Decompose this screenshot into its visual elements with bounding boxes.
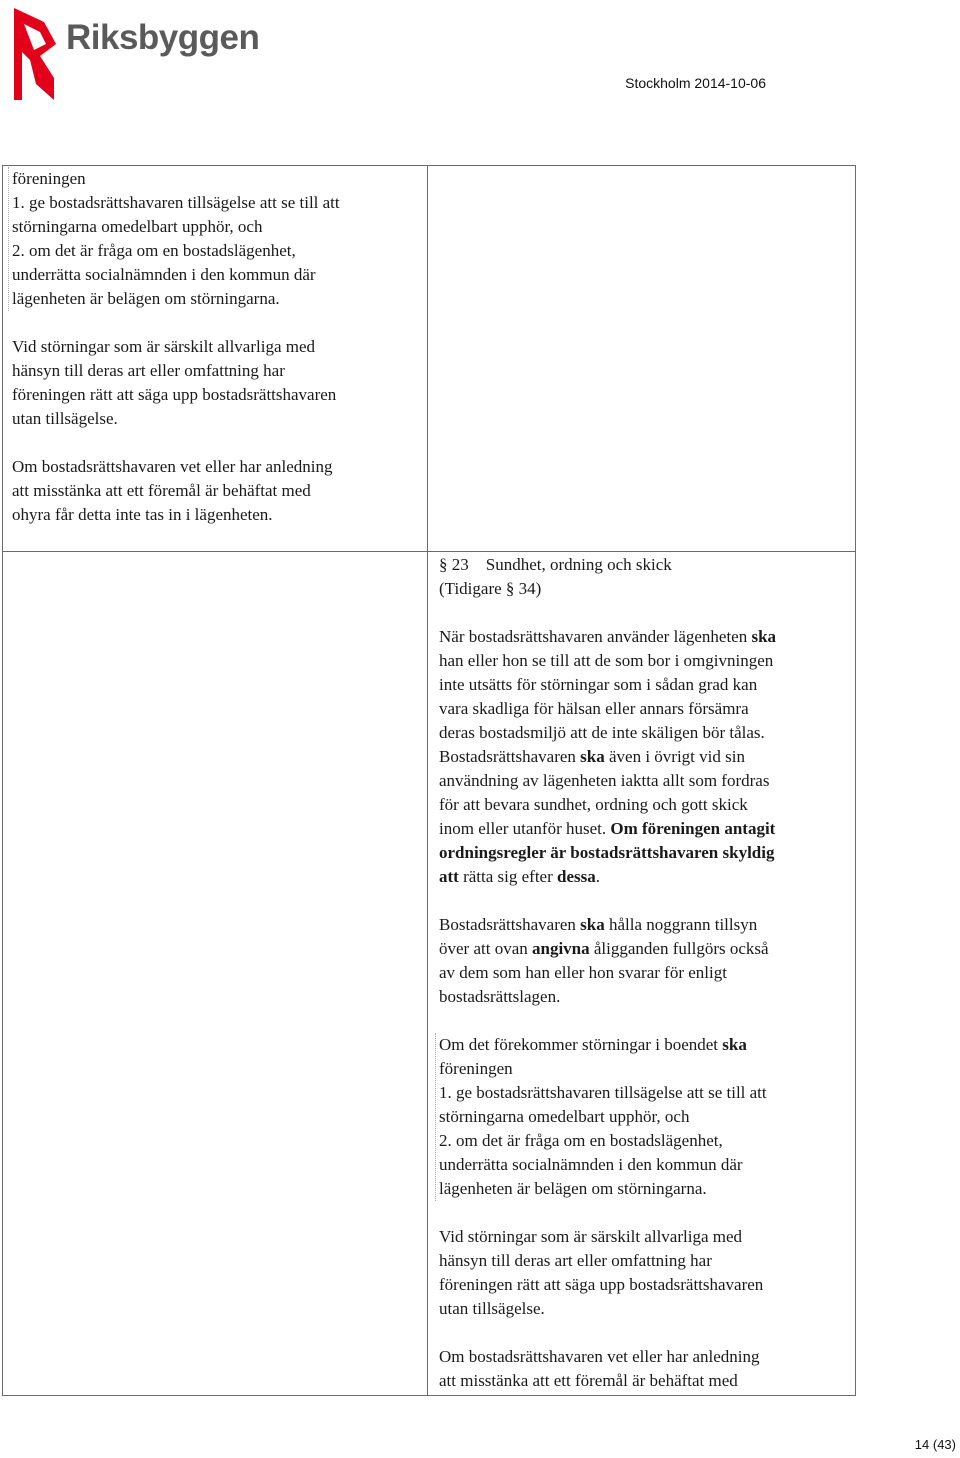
list-block bbox=[435, 1033, 776, 1201]
text-line: inte utsätts för störningar som i sådan grad kan bbox=[439, 675, 758, 694]
text-line: att rätta sig efter dessa. bbox=[439, 867, 600, 886]
text-line: föreningen rätt att säga upp bostadsrättshavaren bbox=[12, 385, 337, 404]
text-line: deras bostadsmiljö att de inte skäligen bör tålas. bbox=[439, 723, 765, 742]
riksbyggen-logo bbox=[10, 4, 300, 104]
text-line: ordningsregler är bostadsrättshavaren skyldig bbox=[439, 843, 775, 862]
text-line: lägenheten är belägen om störningarna. bbox=[439, 1179, 707, 1198]
page-number: 14 (43) bbox=[914, 1437, 956, 1452]
text-line: hänsyn till deras art eller omfattning har bbox=[12, 361, 285, 380]
list-block bbox=[8, 167, 340, 311]
text-line: utan tillsägelse. bbox=[439, 1299, 545, 1318]
text-line: 1. ge bostadsrättshavaren tillsägelse att se till att bbox=[439, 1083, 767, 1102]
right-top-cell bbox=[427, 165, 856, 552]
section-heading bbox=[439, 553, 776, 577]
text-line: När bostadsrättshavaren använder lägenheten ska bbox=[439, 627, 777, 646]
text-line: att misstänka att ett föremål är behäftat med bbox=[439, 1371, 738, 1390]
section-symbol: § bbox=[439, 555, 448, 574]
date-line: Stockholm 2014-10-06 bbox=[625, 75, 766, 91]
right-cell-text bbox=[439, 553, 776, 1393]
text-line: Bostadsrättshavaren ska även i övrigt vid sin bbox=[439, 747, 745, 766]
text-line: störningarna omedelbart upphör, och bbox=[12, 217, 263, 236]
text-line: föreningen bbox=[12, 169, 86, 188]
text-line: vara skadliga för hälsan eller annars försämra bbox=[439, 699, 749, 718]
text-line: 1. ge bostadsrättshavaren tillsägelse att se till att bbox=[12, 193, 340, 212]
text-line: föreningen rätt att säga upp bostadsrättshavaren bbox=[439, 1275, 764, 1294]
text-line: lägenheten är belägen om störningarna. bbox=[12, 289, 280, 308]
text-line: 2. om det är fråga om en bostadslägenhet, bbox=[12, 241, 296, 260]
former-section: (Tidigare § 34) bbox=[439, 579, 542, 598]
text-line: 2. om det är fråga om en bostadslägenhet, bbox=[439, 1131, 723, 1150]
text-line: underrätta socialnämnden i den kommun där bbox=[439, 1155, 743, 1174]
text-line: för att bevara sundhet, ordning och gott skick bbox=[439, 795, 748, 814]
text-line: han eller hon se till att de som bor i omgivningen bbox=[439, 651, 774, 670]
text-line: inom eller utanför huset. Om föreningen antagit bbox=[439, 819, 776, 838]
flag-logo-icon bbox=[10, 4, 60, 104]
section-title: Sundhet, ordning och skick bbox=[485, 555, 672, 574]
text-line: Om det förekommer störningar i boendet ska bbox=[439, 1035, 747, 1054]
text-line: hänsyn till deras art eller omfattning har bbox=[439, 1251, 712, 1270]
text-line: föreningen bbox=[439, 1059, 513, 1078]
text-line: Om bostadsrättshavaren vet eller har anledning bbox=[439, 1347, 760, 1366]
section-number: 23 bbox=[451, 555, 469, 574]
text-line: ohyra får detta inte tas in i lägenheten. bbox=[12, 505, 273, 524]
left-bottom-cell bbox=[2, 551, 428, 1396]
text-line: över att ovan angivna åligganden fullgörs också bbox=[439, 939, 769, 958]
text-line: Vid störningar som är särskilt allvarliga med bbox=[12, 337, 316, 356]
text-line: Vid störningar som är särskilt allvarliga med bbox=[439, 1227, 743, 1246]
text-line: utan tillsägelse. bbox=[12, 409, 118, 428]
text-line: bostadsrättslagen. bbox=[439, 987, 561, 1006]
brand-name: Riksbyggen bbox=[66, 18, 260, 57]
text-line: underrätta socialnämnden i den kommun där bbox=[12, 265, 316, 284]
text-line: att misstänka att ett föremål är behäftat med bbox=[12, 481, 311, 500]
left-cell-text bbox=[12, 167, 340, 527]
text-line: användning av lägenheten iaktta allt som fordras bbox=[439, 771, 770, 790]
text-line: Bostadsrättshavaren ska hålla noggrann tillsyn bbox=[439, 915, 758, 934]
text-line: störningarna omedelbart upphör, och bbox=[439, 1107, 690, 1126]
text-line: av dem som han eller hon svarar för enligt bbox=[439, 963, 727, 982]
text-line: Om bostadsrättshavaren vet eller har anledning bbox=[12, 457, 333, 476]
